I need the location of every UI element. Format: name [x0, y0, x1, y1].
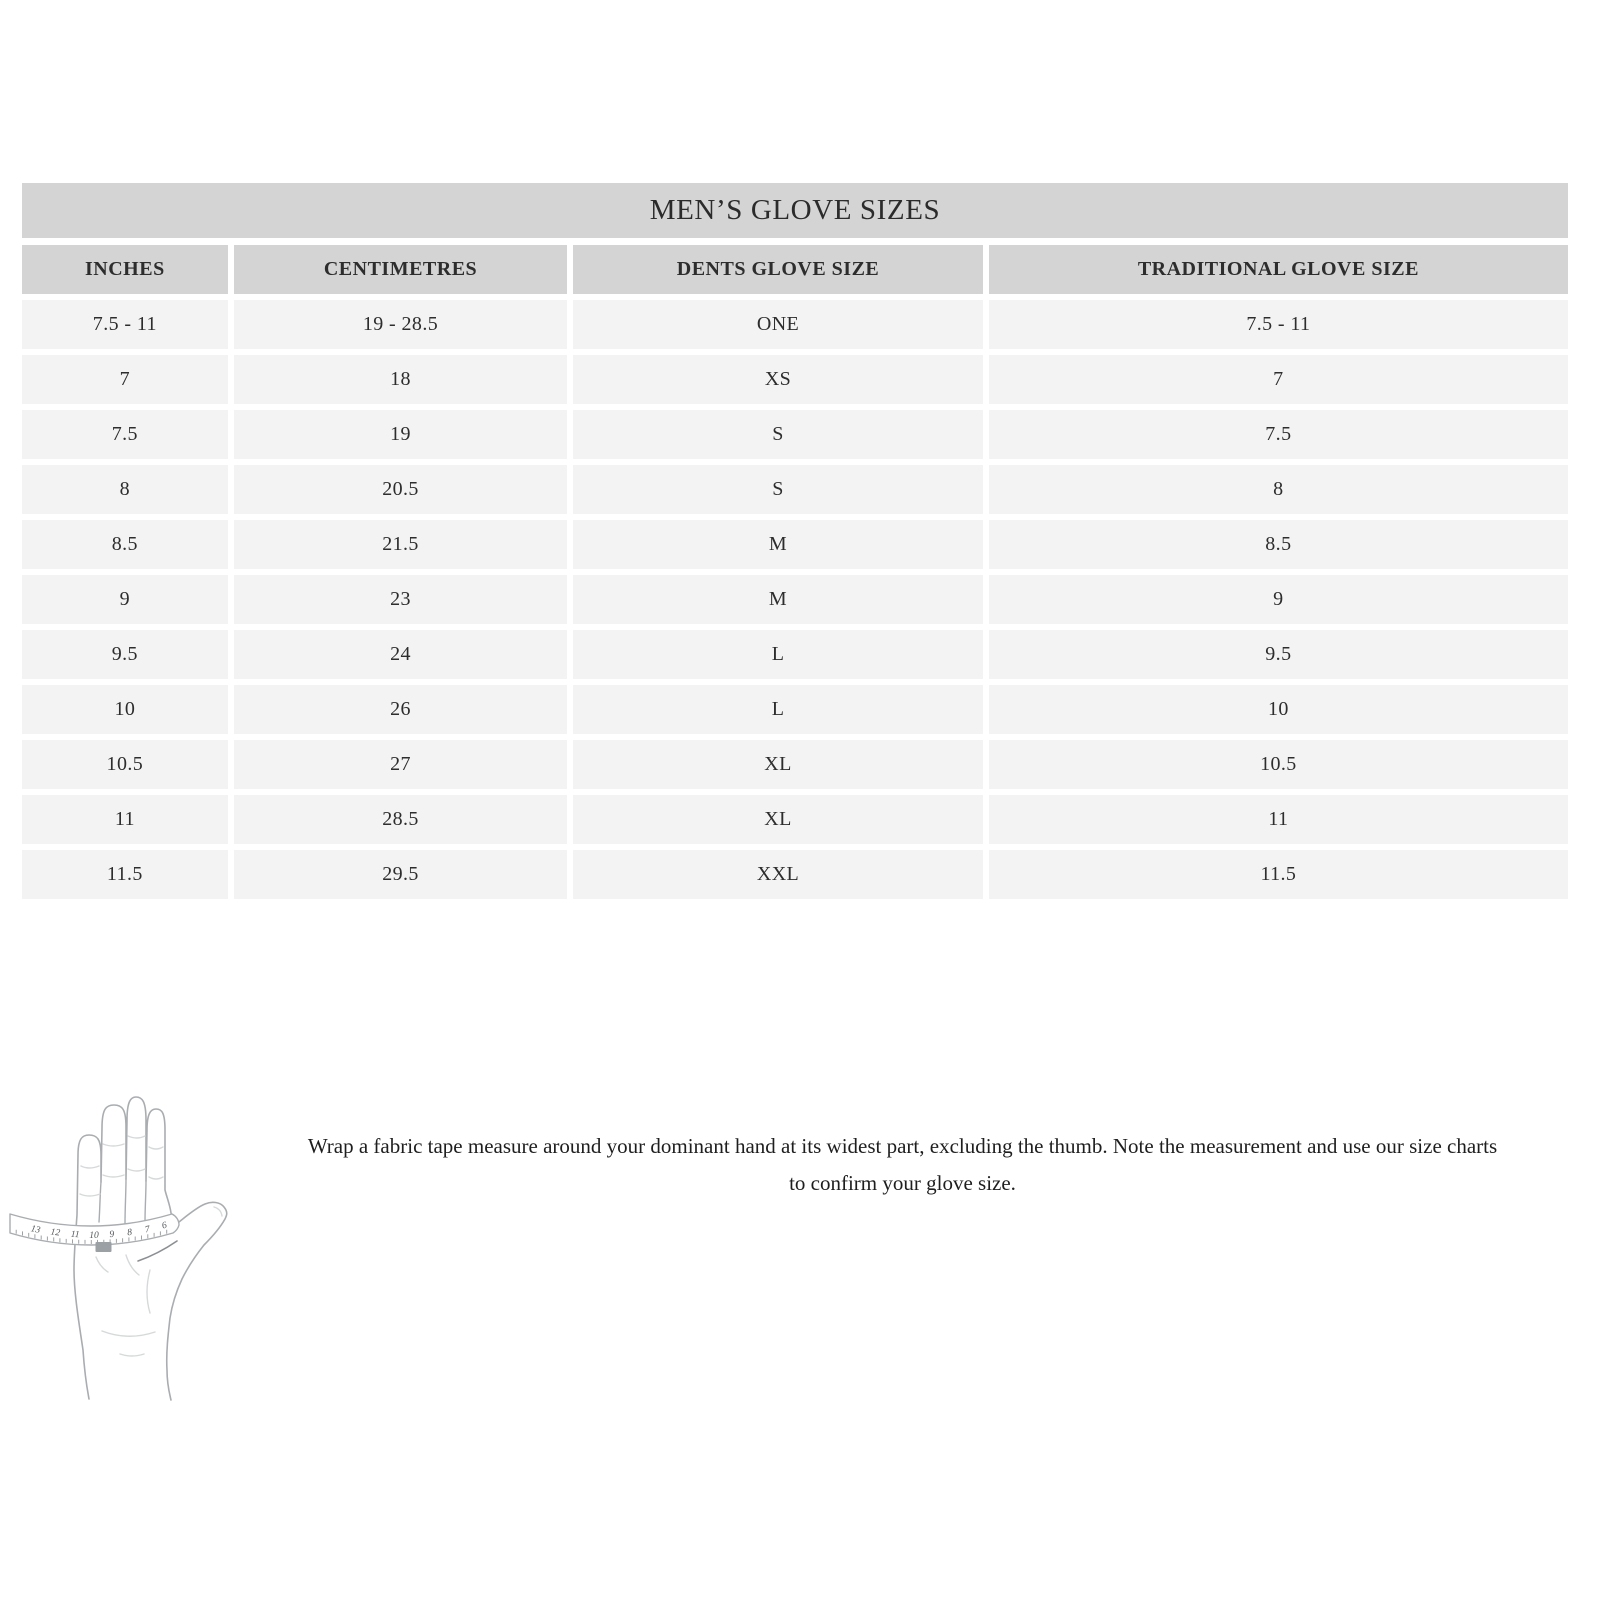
- finger-separator-lines: [99, 1179, 146, 1224]
- table-cell: 24: [234, 630, 568, 679]
- table-cell: 9: [989, 575, 1568, 624]
- column-header-inches: INCHES: [22, 245, 228, 294]
- instructions-line2: to confirm your glove size.: [789, 1171, 1016, 1195]
- tape-number: 6: [160, 1220, 169, 1232]
- table-cell: ONE: [573, 300, 982, 349]
- tape-number: 11: [70, 1229, 80, 1241]
- table-cell: 19: [234, 410, 568, 459]
- tape-size-marker: [96, 1242, 112, 1252]
- table-cell: 23: [234, 575, 568, 624]
- thumb-nail-line: [214, 1207, 222, 1216]
- table-cell: 11: [22, 795, 228, 844]
- table-grid: [22, 245, 1568, 899]
- table-cell: 7: [989, 355, 1568, 404]
- column-header-centimetres: CENTIMETRES: [234, 245, 568, 294]
- finger-crease-lines: [80, 1136, 163, 1196]
- table-cell: 11: [989, 795, 1568, 844]
- table-cell: 10: [22, 685, 228, 734]
- table-cell: 19 - 28.5: [234, 300, 568, 349]
- table-cell: 7.5 - 11: [989, 300, 1568, 349]
- table-cell: S: [573, 410, 982, 459]
- table-cell: L: [573, 630, 982, 679]
- tape-number: 7: [144, 1224, 151, 1236]
- table-cell: 7.5: [22, 410, 228, 459]
- table-cell: L: [573, 685, 982, 734]
- table-cell: M: [573, 520, 982, 569]
- table-cell: 27: [234, 740, 568, 789]
- instructions-line1: Wrap a fabric tape measure around your dominant hand at its widest part, excluding the thumb. Note the measurement and use our size charts: [307, 1134, 1498, 1158]
- table-cell: 9: [22, 575, 228, 624]
- table-cell: 10.5: [22, 740, 228, 789]
- table-cell: M: [573, 575, 982, 624]
- table-cell: 20.5: [234, 465, 568, 514]
- table-cell: 7.5: [989, 410, 1568, 459]
- column-header-dents-glove-size: DENTS GLOVE SIZE: [573, 245, 982, 294]
- table-cell: XXL: [573, 850, 982, 899]
- table-cell: XS: [573, 355, 982, 404]
- table-cell: 11.5: [989, 850, 1568, 899]
- table-cell: 8.5: [22, 520, 228, 569]
- table-title: MEN’S GLOVE SIZES: [22, 183, 1568, 238]
- table-cell: XL: [573, 740, 982, 789]
- tape-number: 13: [29, 1224, 42, 1236]
- table-cell: 28.5: [234, 795, 568, 844]
- tape-number: 12: [49, 1227, 61, 1239]
- table-cell: 9.5: [22, 630, 228, 679]
- hand-with-tape-measure-illustration: [0, 1065, 240, 1415]
- thumb-web-line: [138, 1241, 177, 1261]
- table-cell: 9.5: [989, 630, 1568, 679]
- table-cell: 10.5: [989, 740, 1568, 789]
- palm-crease-lines: [96, 1255, 155, 1356]
- table-cell: 29.5: [234, 850, 568, 899]
- table-cell: 7.5 - 11: [22, 300, 228, 349]
- column-header-traditional-glove-size: TRADITIONAL GLOVE SIZE: [989, 245, 1568, 294]
- table-cell: 21.5: [234, 520, 568, 569]
- table-cell: 8.5: [989, 520, 1568, 569]
- table-cell: 26: [234, 685, 568, 734]
- mens-glove-sizes-table: [22, 183, 1568, 899]
- tape-number: 9: [109, 1229, 115, 1241]
- table-cell: XL: [573, 795, 982, 844]
- table-cell: 10: [989, 685, 1568, 734]
- table-cell: 8: [22, 465, 228, 514]
- table-cell: S: [573, 465, 982, 514]
- table-cell: 18: [234, 355, 568, 404]
- measurement-instructions: [235, 1128, 1570, 1202]
- table-cell: 7: [22, 355, 228, 404]
- tape-number: 10: [89, 1231, 99, 1241]
- table-cell: 11.5: [22, 850, 228, 899]
- table-cell: 8: [989, 465, 1568, 514]
- tape-number: 8: [126, 1227, 133, 1239]
